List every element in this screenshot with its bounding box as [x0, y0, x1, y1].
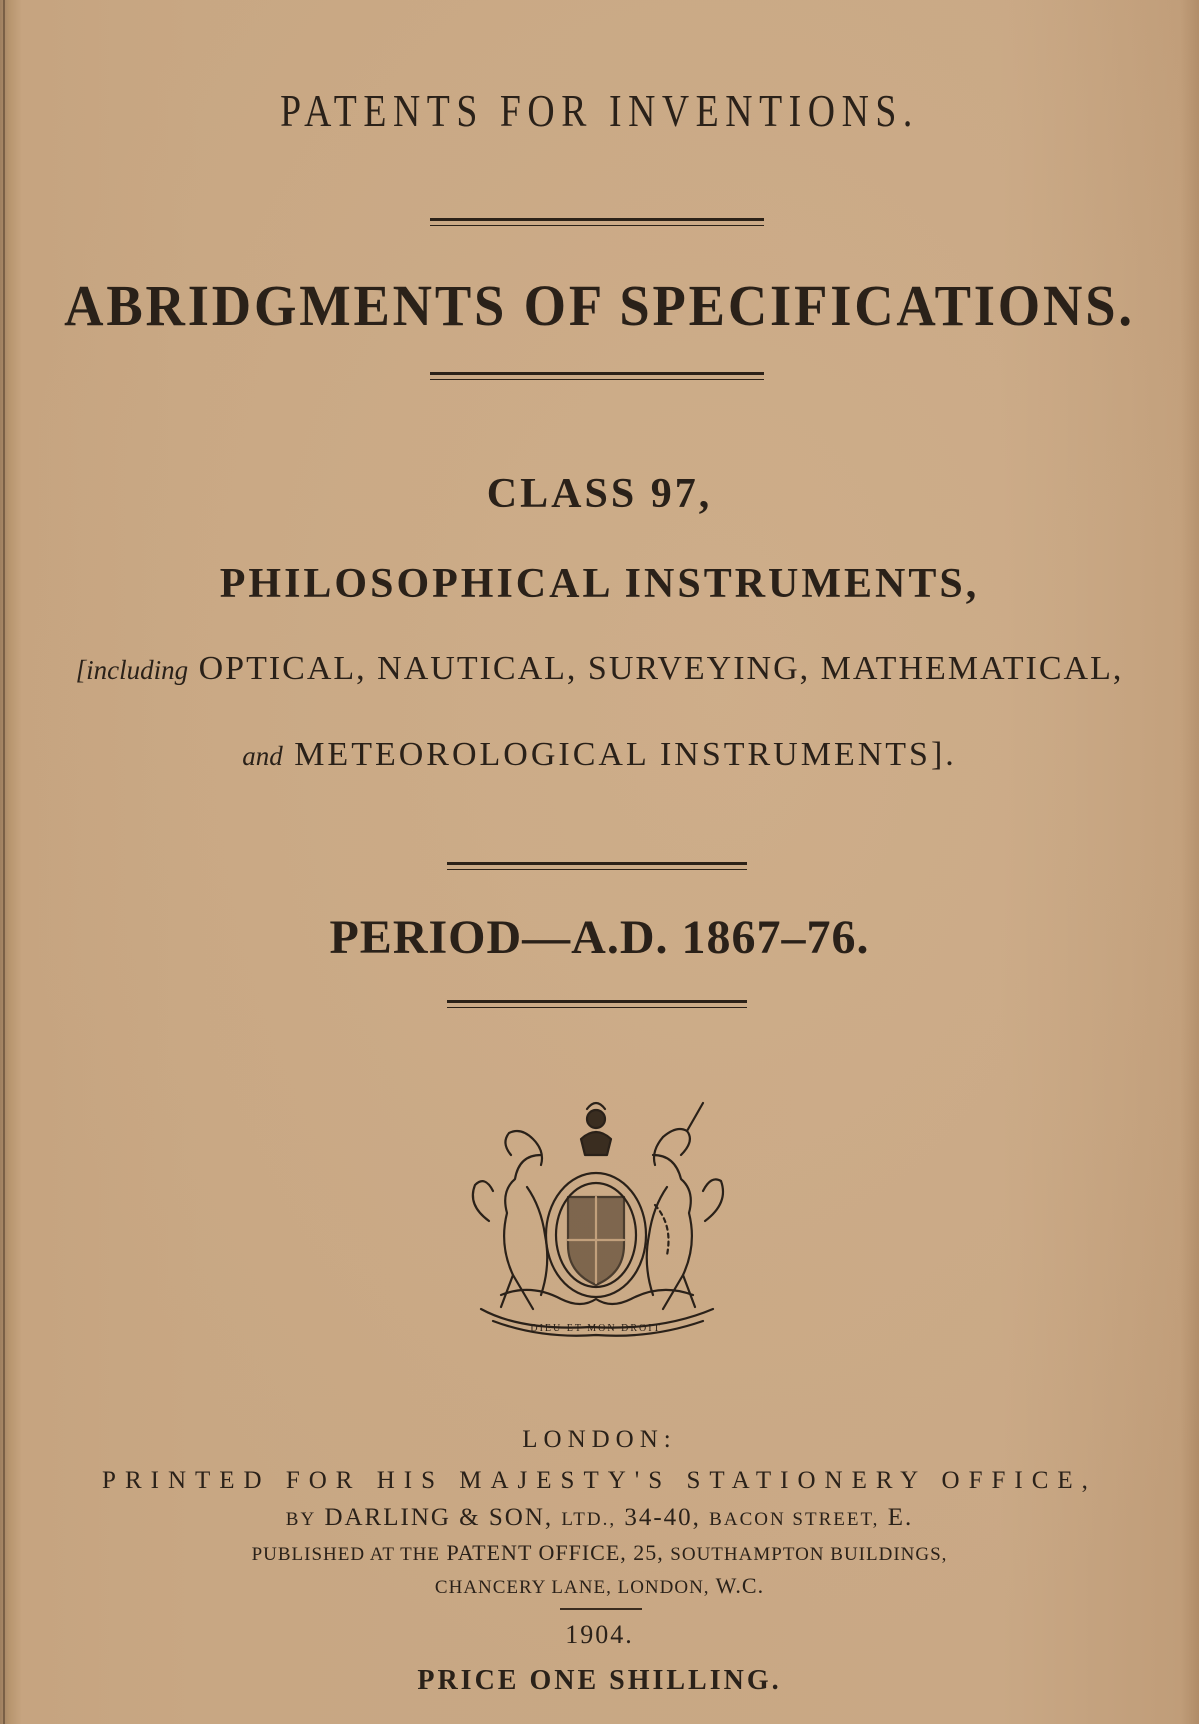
imprint-chancery: [0, 1573, 1199, 1599]
imprint-printed-for: PRINTED FOR HIS MAJESTY'S STATIONERY OFFICE,: [102, 1467, 1097, 1494]
printer-address: 34-40,: [624, 1504, 701, 1531]
published-prefix: PUBLISHED AT THE: [251, 1544, 441, 1565]
period-value: —A.D. 1867–76.: [522, 911, 870, 964]
published-place: SOUTHAMPTON BUILDINGS,: [670, 1544, 948, 1565]
printer-prefix: BY: [285, 1509, 317, 1530]
divider-rule: [447, 1000, 747, 1008]
and-word: and: [242, 741, 283, 771]
divider-rule: [430, 218, 764, 226]
including-list: OPTICAL, NAUTICAL, SURVEYING, MATHEMATICAL,: [198, 650, 1124, 687]
imprint-published: [0, 1540, 1199, 1566]
imprint-year: 1904.: [565, 1620, 634, 1649]
imprint-price: PRICE ONE SHILLING.: [417, 1665, 782, 1696]
including-prefix: [including: [75, 655, 189, 685]
meteorological-text: METEOROLOGICAL INSTRUMENTS].: [294, 736, 957, 773]
divider-rule: [447, 862, 747, 870]
meteorological-line: [0, 736, 1199, 774]
royal-coat-of-arms-emblem: [441, 1095, 751, 1345]
printer-name: DARLING & SON,: [324, 1504, 554, 1531]
printer-street: BACON STREET,: [709, 1509, 880, 1530]
chancery-text: CHANCERY LANE, LONDON,: [434, 1577, 710, 1598]
published-office: PATENT OFFICE, 25,: [446, 1540, 664, 1565]
emblem-motto: DIEU ET MON DROIT: [530, 1323, 662, 1334]
class-number: CLASS 97,: [486, 471, 713, 517]
period-line: [0, 910, 1199, 965]
imprint-printer: [0, 1504, 1199, 1532]
divider-rule: [430, 372, 764, 380]
printer-end: E.: [887, 1504, 914, 1531]
period-label: PERIOD: [329, 911, 523, 964]
main-title: ABRIDGMENTS OF SPECIFICATIONS.: [64, 273, 1135, 338]
short-rule: [560, 1608, 642, 1610]
class-name: PHILOSOPHICAL INSTRUMENTS,: [219, 561, 980, 607]
including-line: [0, 650, 1199, 688]
chancery-wc: W.C.: [715, 1573, 765, 1598]
page-edge: [3, 0, 5, 1724]
printer-ltd: LTD.,: [561, 1509, 617, 1530]
imprint-city: LONDON:: [522, 1426, 677, 1453]
series-heading: PATENTS FOR INVENTIONS.: [280, 85, 919, 136]
